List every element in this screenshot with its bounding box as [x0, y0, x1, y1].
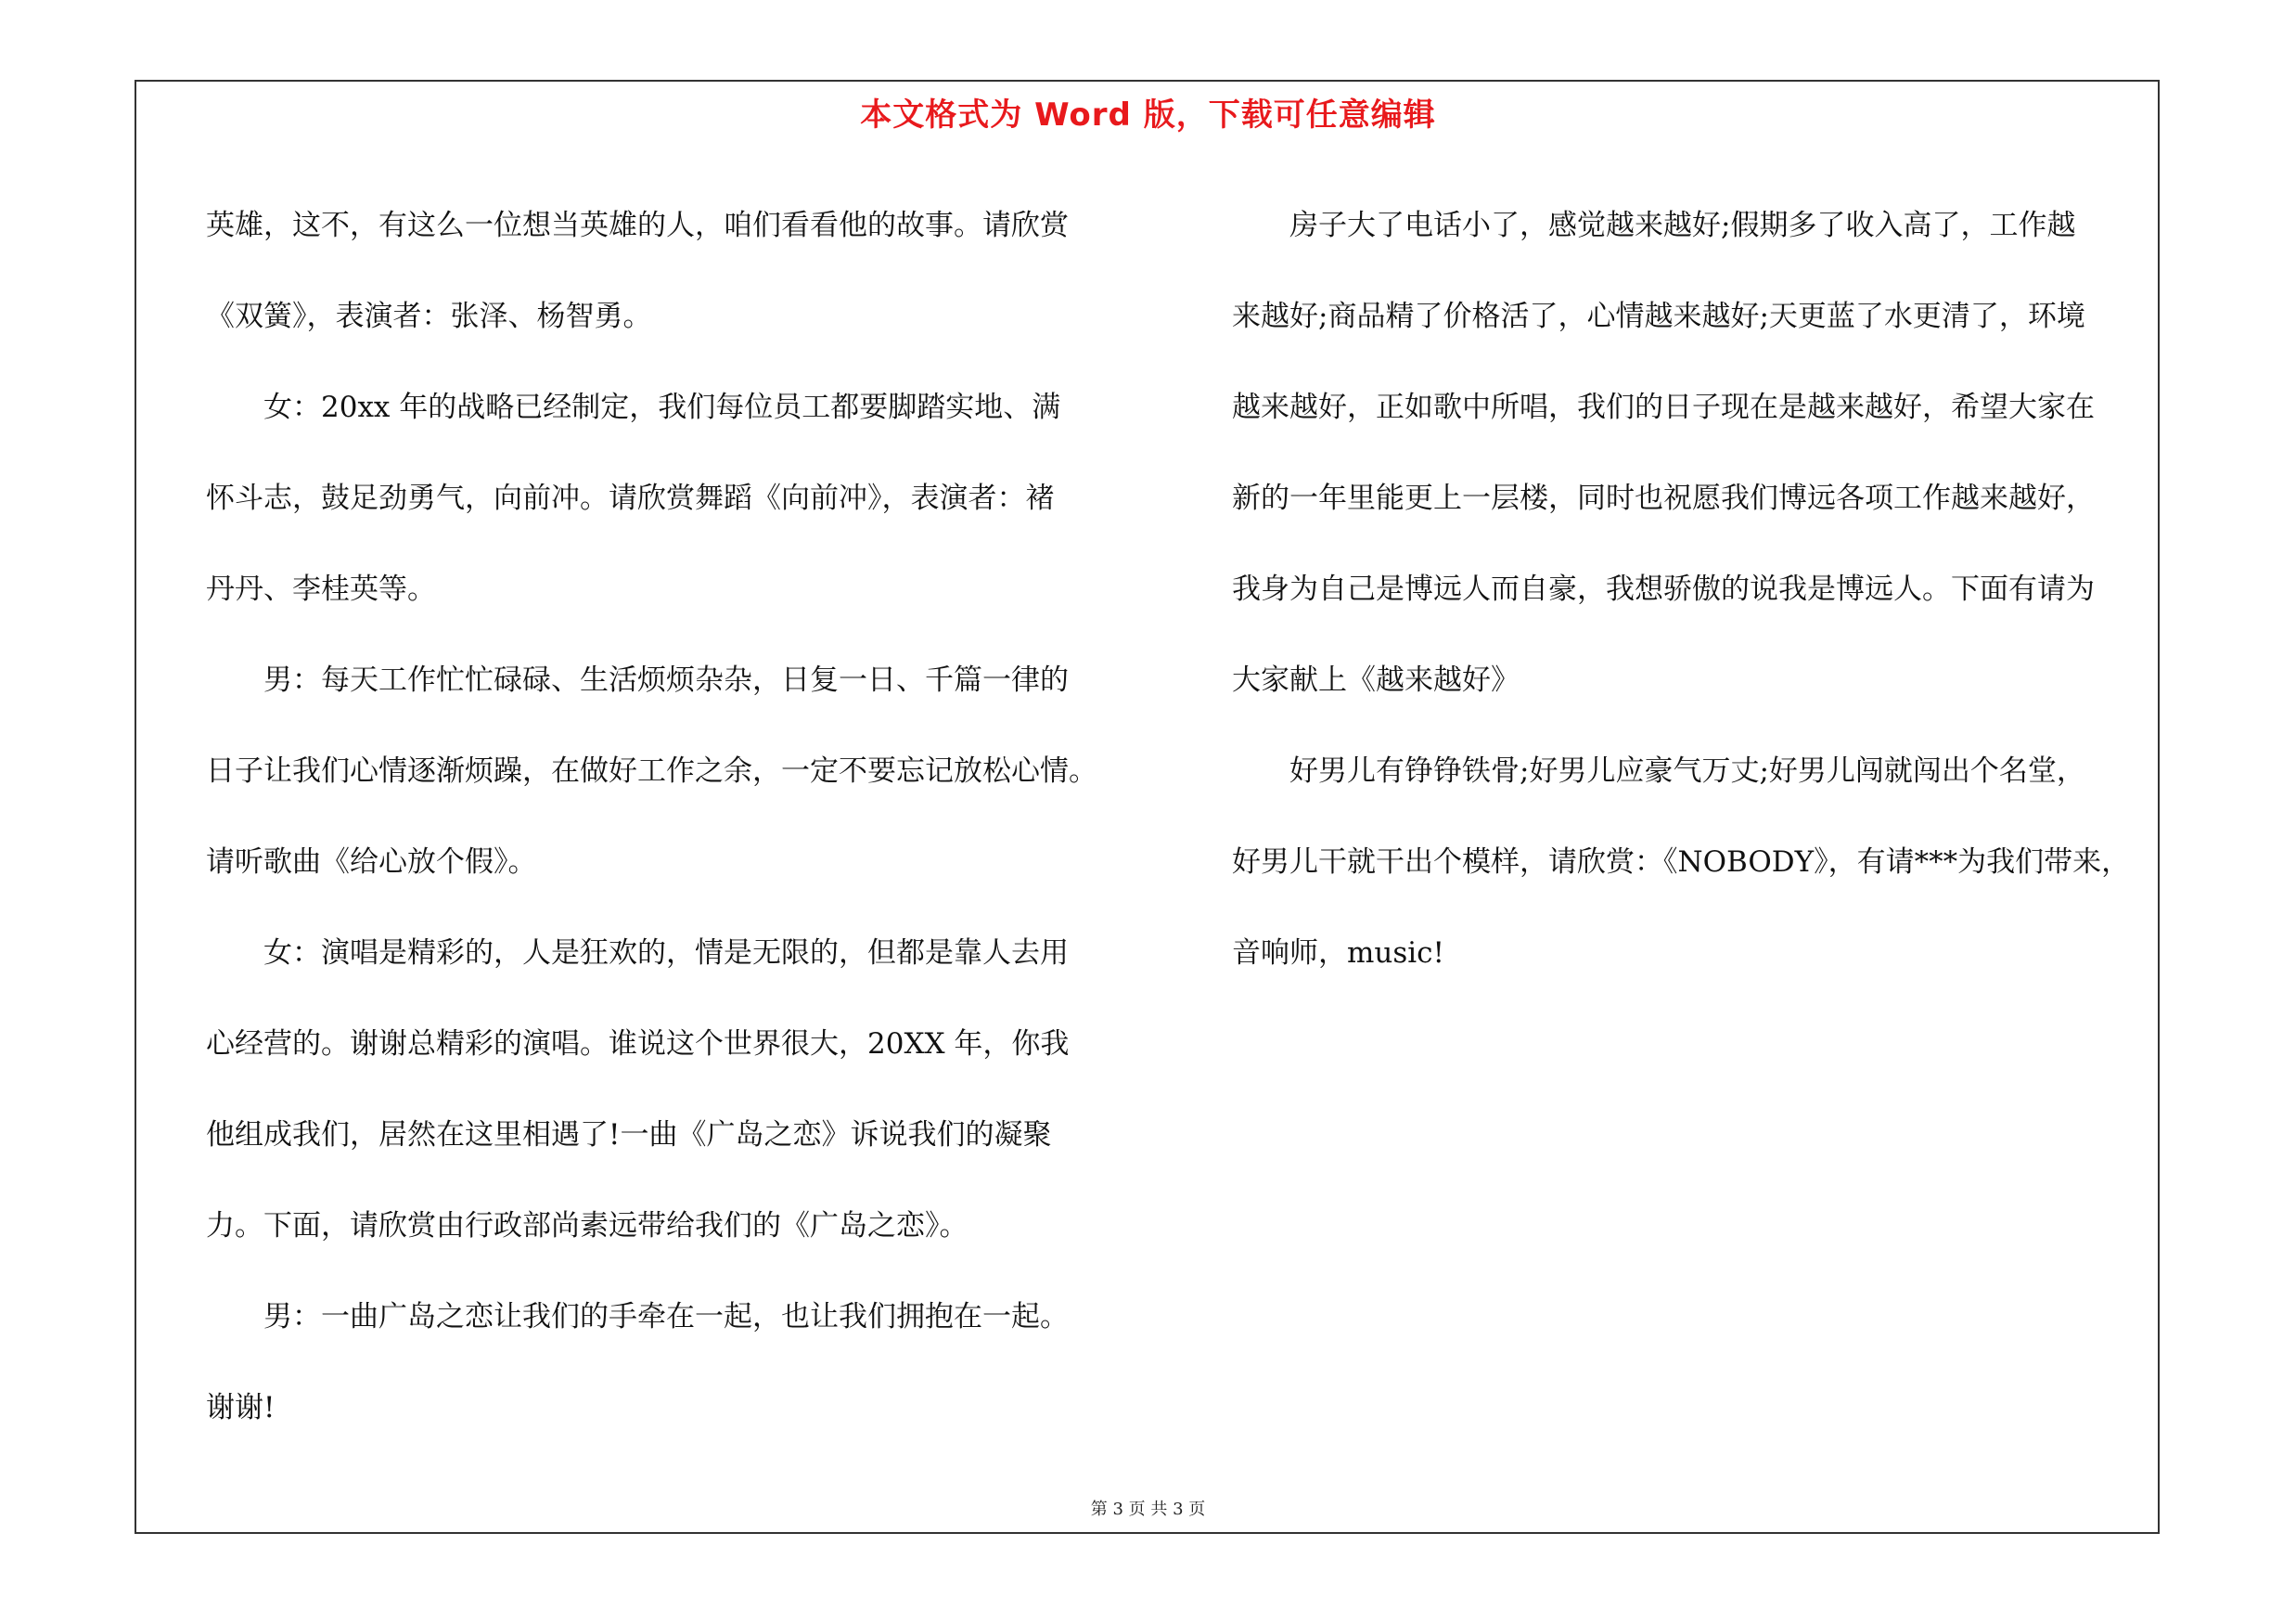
- editable-banner: 本文格式为 Word 版，下载可任意编辑: [860, 97, 1436, 134]
- text-line: 房子大了电话小了，感觉越来越好;假期多了收入高了，工作越: [1232, 209, 2076, 242]
- text-line: 男：每天工作忙忙碌碌、生活烦烦杂杂，日复一日、千篇一律的: [206, 663, 1069, 697]
- text-line: 来越好;商品精了价格活了，心情越来越好;天更蓝了水更清了，环境: [1232, 300, 2085, 333]
- page-number-footer: 第 3 页 共 3 页: [1090, 1500, 1206, 1519]
- text-line: 好男儿干就干出个模样，请欣赏：《NOBODY》，有请***为我们带来，: [1232, 845, 2131, 879]
- text-line: 他组成我们，居然在这里相遇了!一曲《广岛之恋》诉说我们的凝聚: [206, 1118, 1052, 1152]
- text-line: 我身为自己是博远人而自豪，我想骄傲的说我是博远人。下面有请为: [1232, 573, 2095, 606]
- text-line: 《双簧》，表演者：张泽、杨智勇。: [206, 300, 652, 333]
- text-line: 女：演唱是精彩的，人是狂欢的，情是无限的，但都是靠人去用: [206, 936, 1069, 970]
- text-line: 力。下面，请欣赏由行政部尚素远带给我们的《广岛之恋》。: [206, 1209, 968, 1243]
- text-line: 丹丹、李桂英等。: [206, 573, 436, 606]
- left-column: [206, 180, 1161, 1453]
- text-line: 大家献上《越来越好》: [1232, 663, 1520, 697]
- text-line: 好男儿有铮铮铁骨;好男儿应豪气万丈;好男儿闯就闯出个名堂，: [1232, 754, 2085, 788]
- text-line: 请听歌曲《给心放个假》。: [206, 845, 537, 879]
- text-line: 越来越好，正如歌中所唱，我们的日子现在是越来越好，希望大家在: [1232, 391, 2095, 424]
- text-line: 日子让我们心情逐渐烦躁，在做好工作之余，一定不要忘记放松心情。: [206, 754, 1097, 788]
- text-line: 心经营的。谢谢总精彩的演唱。谁说这个世界很大，20XX 年，你我: [206, 1027, 1070, 1061]
- text-line: 音响师，music!: [1232, 936, 1445, 970]
- text-line: 女：20xx 年的战略已经制定，我们每位员工都要脚踏实地、满: [206, 391, 1061, 424]
- text-line: 怀斗志，鼓足劲勇气，向前冲。请欣赏舞蹈《向前冲》，表演者：褚: [206, 482, 1055, 515]
- text-line: 新的一年里能更上一层楼，同时也祝愿我们博远各项工作越来越好，: [1232, 482, 2095, 515]
- text-line: 谢谢!: [206, 1391, 276, 1424]
- right-column: [1232, 180, 2160, 998]
- text-line: 英雄，这不，有这么一位想当英雄的人，咱们看看他的故事。请欣赏: [206, 209, 1069, 242]
- text-line: 男：一曲广岛之恋让我们的手牵在一起，也让我们拥抱在一起。: [206, 1300, 1069, 1333]
